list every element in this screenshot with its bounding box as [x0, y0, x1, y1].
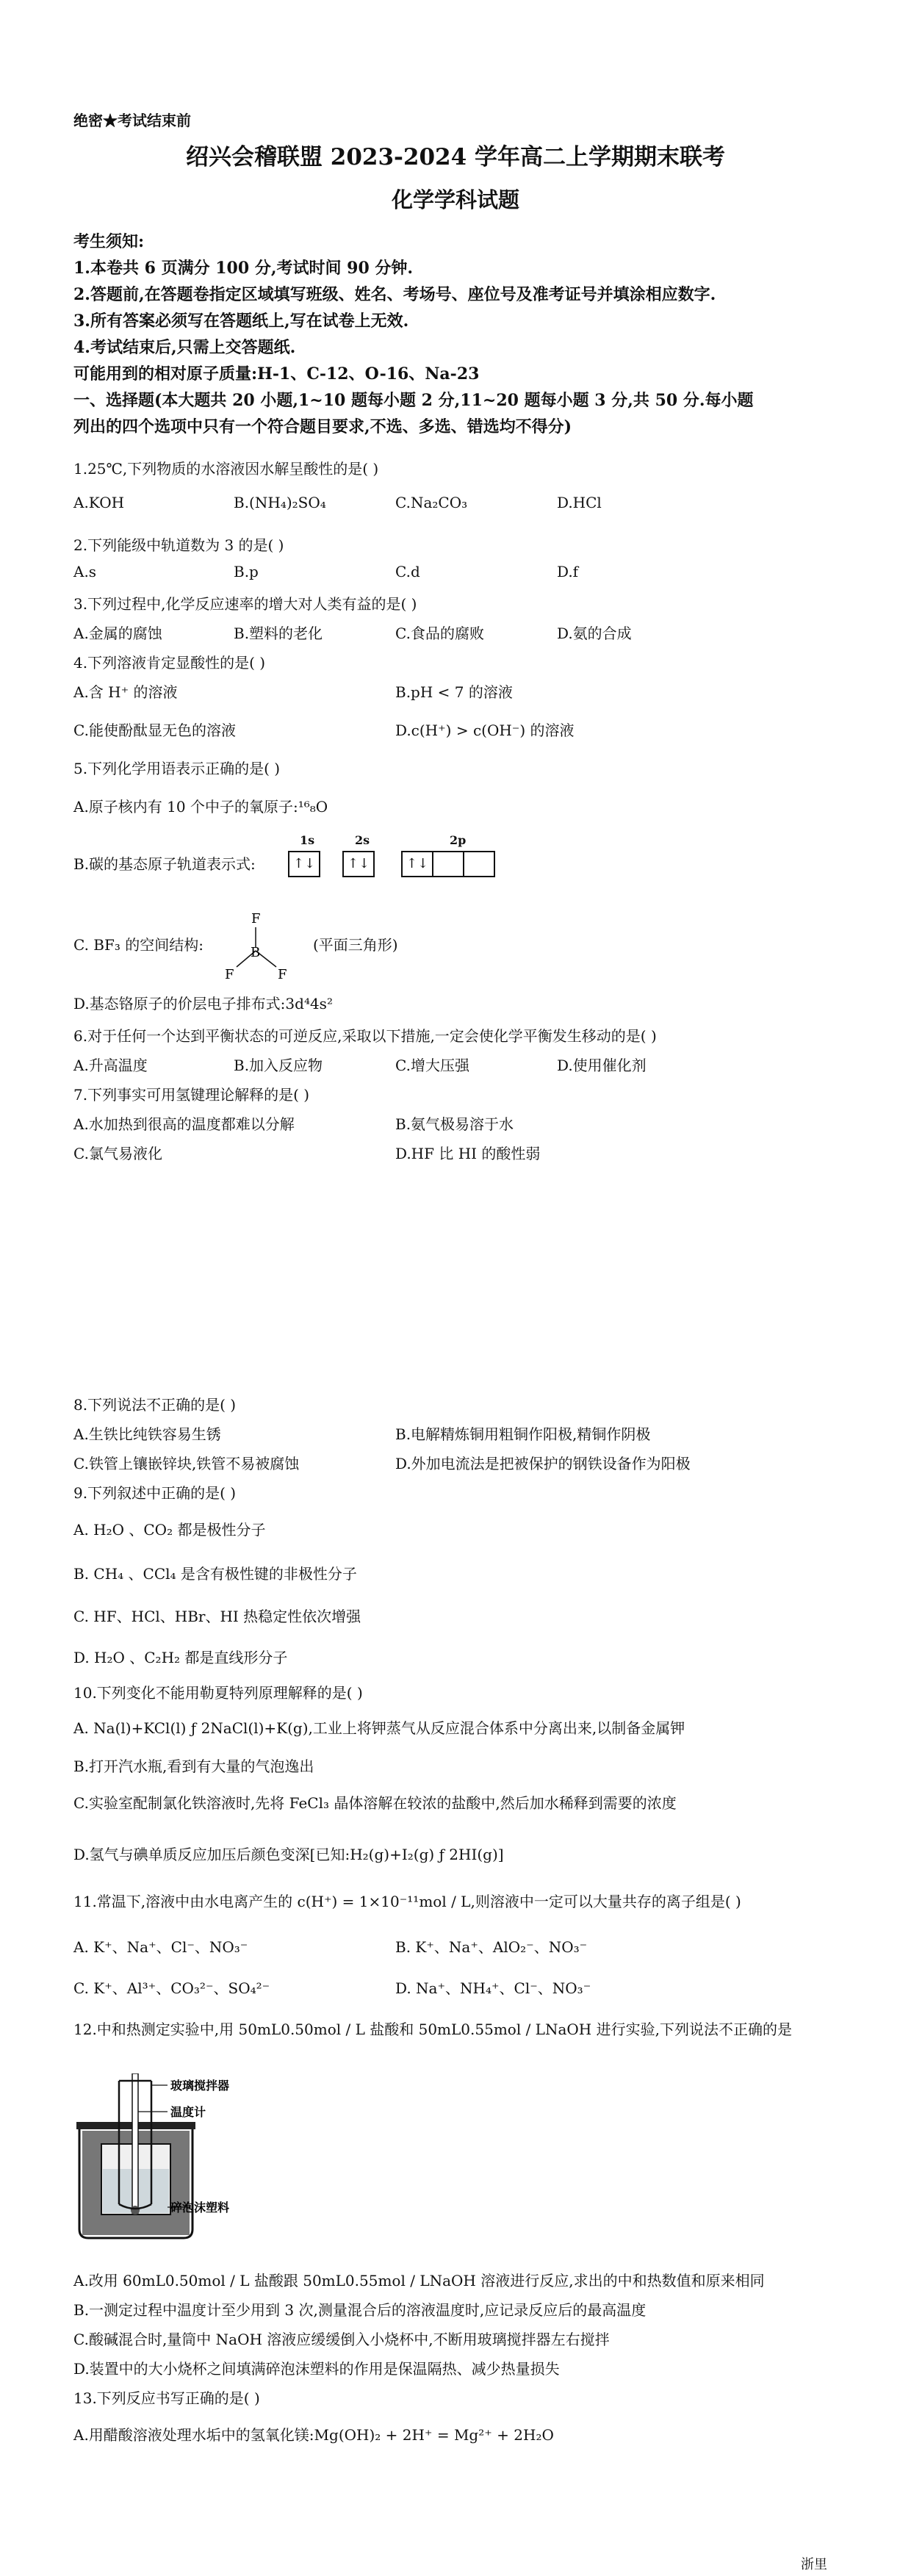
q5-option-c: C. BF₃ 的空间结构:: [73, 936, 204, 954]
q9-option-d: D. H₂O 、C₂H₂ 都是直线形分子: [73, 1649, 288, 1666]
q10-option-d: D.氢气与碘单质反应加压后颜色变深[已知:H₂(g)+I₂(g) ƒ 2HI(g)]: [73, 1846, 504, 1863]
notice-heading: 考生须知:: [73, 232, 145, 251]
q6-option-d: D.使用催化剂: [557, 1057, 647, 1074]
atom-f-right: F: [278, 967, 287, 982]
q8-option-a: A.生铁比纯铁容易生锈: [73, 1425, 221, 1443]
q5-option-c-shape: (平面三角形): [313, 936, 398, 954]
orbital-2p: [401, 851, 495, 877]
atom-f-top: F: [251, 911, 261, 927]
q1-option-c: C.Na₂CO₃: [395, 494, 468, 511]
q6-option-c: C.增大压强: [395, 1057, 469, 1074]
q11-option-a: A. K⁺、Na⁺、Cl⁻、NO₃⁻: [73, 1938, 248, 1956]
q5-option-d: D.基态铬原子的价层电子排布式:3d⁴4s²: [73, 995, 333, 1012]
q7-option-b: B.氨气极易溶于水: [395, 1115, 514, 1133]
q2-option-b: B.p: [234, 563, 259, 580]
q3-stem: 3.下列过程中,化学反应速率的增大对人类有益的是( ): [73, 595, 417, 613]
orbital-2s: [342, 851, 375, 877]
thermometer-label: 温度计: [170, 2105, 206, 2119]
q7-stem: 7.下列事实可用氢键理论解释的是( ): [73, 1086, 310, 1104]
orbital-box: ↑↓: [401, 851, 433, 877]
q2-stem: 2.下列能级中轨道数为 3 的是( ): [73, 536, 284, 554]
q7-option-d: D.HF 比 HI 的酸性弱: [395, 1145, 541, 1162]
orbital-2p-label: 2p: [450, 833, 467, 847]
q4-option-c: C.能使酚酞显无色的溶液: [73, 722, 236, 739]
q9-option-a: A. H₂O 、CO₂ 都是极性分子: [73, 1521, 266, 1539]
notice-item: 3.所有答案必须写在答题纸上,写在试卷上无效.: [73, 312, 409, 331]
q8-stem: 8.下列说法不正确的是( ): [73, 1396, 237, 1414]
q2-option-c: C.d: [395, 563, 420, 580]
section-heading: 一、选择题(本大题共 20 小题,1~10 题每小题 2 分,11~20 题每小题 3 分,共 50 分.每小题: [73, 391, 754, 410]
q3-option-a: A.金属的腐蚀: [73, 625, 162, 642]
q6-stem: 6.对于任何一个达到平衡状态的可逆反应,采取以下措施,一定会使化学平衡发生移动的是( ): [73, 1027, 657, 1045]
q12-option-c: C.酸碱混合时,量筒中 NaOH 溶液应缓缓倒入小烧杯中,不断用玻璃搅拌器左右搅拌: [73, 2331, 610, 2348]
q4-option-d: D.c(H⁺) > c(OH⁻) 的溶液: [395, 722, 575, 739]
foam-label: 碎泡沫塑料: [170, 2201, 230, 2215]
notice-item: 4.考试结束后,只需上交答题纸.: [73, 338, 296, 357]
q1-option-b: B.(NH₄)₂SO₄: [234, 494, 326, 511]
exam-title: 绍兴会稽联盟 2023-2024 学年高二上学期期末联考: [185, 144, 725, 170]
q13-option-a: A.用醋酸溶液处理水垢中的氢氧化镁:Mg(OH)₂ + 2H⁺ = Mg²⁺ + 2H₂O: [73, 2426, 554, 2444]
q12-option-d: D.装置中的大小烧杯之间填满碎泡沫塑料的作用是保温隔热、减少热量损失: [73, 2360, 560, 2378]
q7-option-a: A.水加热到很高的温度都难以分解: [73, 1115, 295, 1133]
orbital-box: ↑↓: [288, 851, 320, 877]
notice-item: 1.本卷共 6 页满分 100 分,考试时间 90 分钟.: [73, 259, 414, 278]
q8-option-b: B.电解精炼铜用粗铜作阳极,精铜作阴极: [395, 1425, 651, 1443]
q8-option-d: D.外加电流法是把被保护的钢铁设备作为阳极: [395, 1455, 691, 1472]
q10-option-b: B.打开汽水瓶,看到有大量的气泡逸出: [73, 1757, 314, 1775]
q5-stem: 5.下列化学用语表示正确的是( ): [73, 760, 281, 777]
q3-option-c: C.食品的腐败: [395, 625, 484, 642]
orbital-box-empty: [463, 851, 495, 877]
atom-b: B: [251, 945, 261, 960]
q3-option-d: D.氨的合成: [557, 625, 632, 642]
q9-option-b: B. CH₄ 、CCl₄ 是含有极性键的非极性分子: [73, 1565, 357, 1583]
q12-stem: 12.中和热测定实验中,用 50mL0.50mol / L 盐酸和 50mL0.55mol / LNaOH 进行实验,下列说法不正确的是: [73, 2021, 792, 2038]
atom-f-left: F: [225, 967, 234, 982]
orbital-box-empty: [432, 851, 464, 877]
q2-option-d: D.f: [557, 563, 579, 580]
q13-stem: 13.下列反应书写正确的是( ): [73, 2389, 260, 2407]
q4-option-b: B.pH < 7 的溶液: [395, 683, 513, 701]
atomic-masses: 可能用到的相对原子质量:H-1、C-12、O-16、Na-23: [73, 364, 480, 384]
q9-option-c: C. HF、HCl、HBr、HI 热稳定性依次增强: [73, 1608, 361, 1625]
q10-stem: 10.下列变化不能用勒夏特列原理解释的是( ): [73, 1684, 363, 1702]
q7-option-c: C.氯气易液化: [73, 1145, 162, 1162]
q8-option-c: C.铁管上镶嵌锌块,铁管不易被腐蚀: [73, 1455, 300, 1472]
orbital-box: ↑↓: [342, 851, 375, 877]
q6-option-a: A.升高温度: [73, 1057, 148, 1074]
orbital-2s-label: 2s: [355, 833, 370, 847]
q9-stem: 9.下列叙述中正确的是( ): [73, 1484, 237, 1502]
footer-region: 浙里: [801, 2557, 827, 2572]
q12-option-a: A.改用 60mL0.50mol / L 盐酸跟 50mL0.55mol / LNaOH 溶液进行反应,求出的中和热数值和原来相同: [73, 2272, 765, 2289]
q11-option-b: B. K⁺、Na⁺、AlO₂⁻、NO₃⁻: [395, 1938, 588, 1956]
q10-option-a: A. Na(l)+KCl(l) ƒ 2NaCl(l)+K(g),工业上将钾蒸气从反应混合体系中分离出来,以制备金属钾: [73, 1719, 685, 1737]
bf3-structure: [213, 905, 309, 986]
q1-option-a: A.KOH: [73, 494, 125, 511]
q4-option-a: A.含 H⁺ 的溶液: [73, 683, 178, 701]
calorimeter-diagram: [73, 2073, 294, 2242]
exam-subtitle: 化学学科试题: [391, 187, 519, 212]
secret-label: 绝密★考试结束前: [73, 112, 191, 129]
q2-option-a: A.s: [73, 563, 97, 580]
q1-option-d: D.HCl: [557, 494, 602, 511]
q6-option-b: B.加入反应物: [234, 1057, 323, 1074]
stirrer-label: 玻璃搅拌器: [170, 2079, 230, 2093]
section-heading-cont: 列出的四个选项中只有一个符合题目要求,不选、多选、错选均不得分): [73, 417, 572, 436]
q3-option-b: B.塑料的老化: [234, 625, 323, 642]
q10-option-c: C.实验室配制氯化铁溶液时,先将 FeCl₃ 晶体溶解在较浓的盐酸中,然后加水稀释到需要的浓度: [73, 1794, 677, 1812]
q5-option-a: A.原子核内有 10 个中子的氧原子:¹⁶₈O: [73, 798, 328, 816]
q5-option-b: B.碳的基态原子轨道表示式:: [73, 855, 256, 873]
orbital-1s: [288, 851, 320, 877]
notice-item: 2.答题前,在答题卷指定区域填写班级、姓名、考场号、座位号及准考证号并填涂相应数字.: [73, 285, 716, 304]
q11-stem: 11.常温下,溶液中由水电离产生的 c(H⁺) = 1×10⁻¹¹mol / L,则溶液中一定可以大量共存的离子组是( ): [73, 1893, 741, 1910]
q11-option-d: D. Na⁺、NH₄⁺、Cl⁻、NO₃⁻: [395, 1979, 591, 1997]
q4-stem: 4.下列溶液肯定显酸性的是( ): [73, 654, 266, 672]
q11-option-c: C. K⁺、Al³⁺、CO₃²⁻、SO₄²⁻: [73, 1979, 270, 1997]
orbital-1s-label: 1s: [300, 833, 315, 847]
q12-option-b: B.一测定过程中温度计至少用到 3 次,测量混合后的溶液温度时,应记录反应后的最高温度: [73, 2301, 647, 2319]
q1-stem: 1.25℃,下列物质的水溶液因水解呈酸性的是( ): [73, 460, 379, 478]
